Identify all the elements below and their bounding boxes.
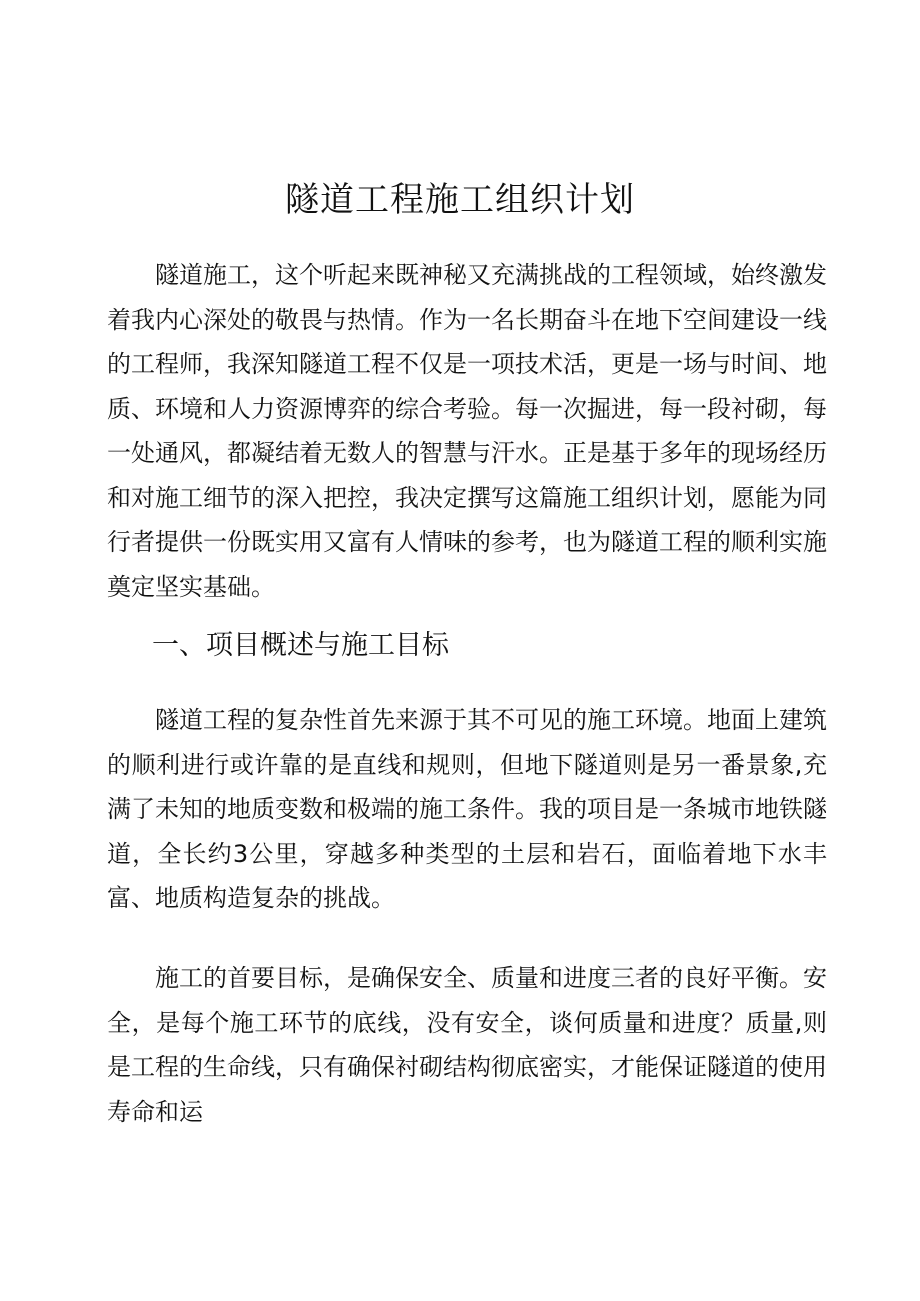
document-title: 隧道工程施工组织计划 [285, 180, 635, 220]
section-heading-1: 一、项目概述与施工目标 [152, 630, 449, 661]
intro-paragraph: 隧道施工，这个听起来既神秘又充满挑战的工程领域，始终激发着我内心深处的敬畏与热情。作为一名长期奋斗在地下空间建设一线的工程师，我深知隧道工程不仅是一项技术活，更是一场与时间、地质、环境和人力资源博弈的综合考验。每一次掘进，每一段衬砌，每一处通风，都凝结着无数人的智慧与汗水。正是基于多年的现场经历和对施工细节的深入把控，我决定撰写这篇施工组织计划，愿能为同行者提供一份既实用又富有人情味的参考，也为隧道工程的顺利实施奠定坚实基础。 [107, 261, 827, 601]
section-1-paragraph-1: 隧道工程的复杂性首先来源于其不可见的施工环境。地面上建筑的顺利进行或许靠的是直线和规则，但地下隧道则是另一番景象,充满了未知的地质变数和极端的施工条件。我的项目是一条城市地铁隧道，全长约3公里，穿越多种类型的土层和岩石，面临着地下水丰富、地质构造复杂的挑战。 [107, 706, 827, 912]
section-1-paragraph-2: 施工的首要目标，是确保安全、质量和进度三者的良好平衡。安全，是每个施工环节的底线，没有安全，谈何质量和进度？质量,则是工程的生命线，只有确保衬砌结构彻底密实，才能保证隧道的使用寿命和运 [107, 964, 827, 1126]
